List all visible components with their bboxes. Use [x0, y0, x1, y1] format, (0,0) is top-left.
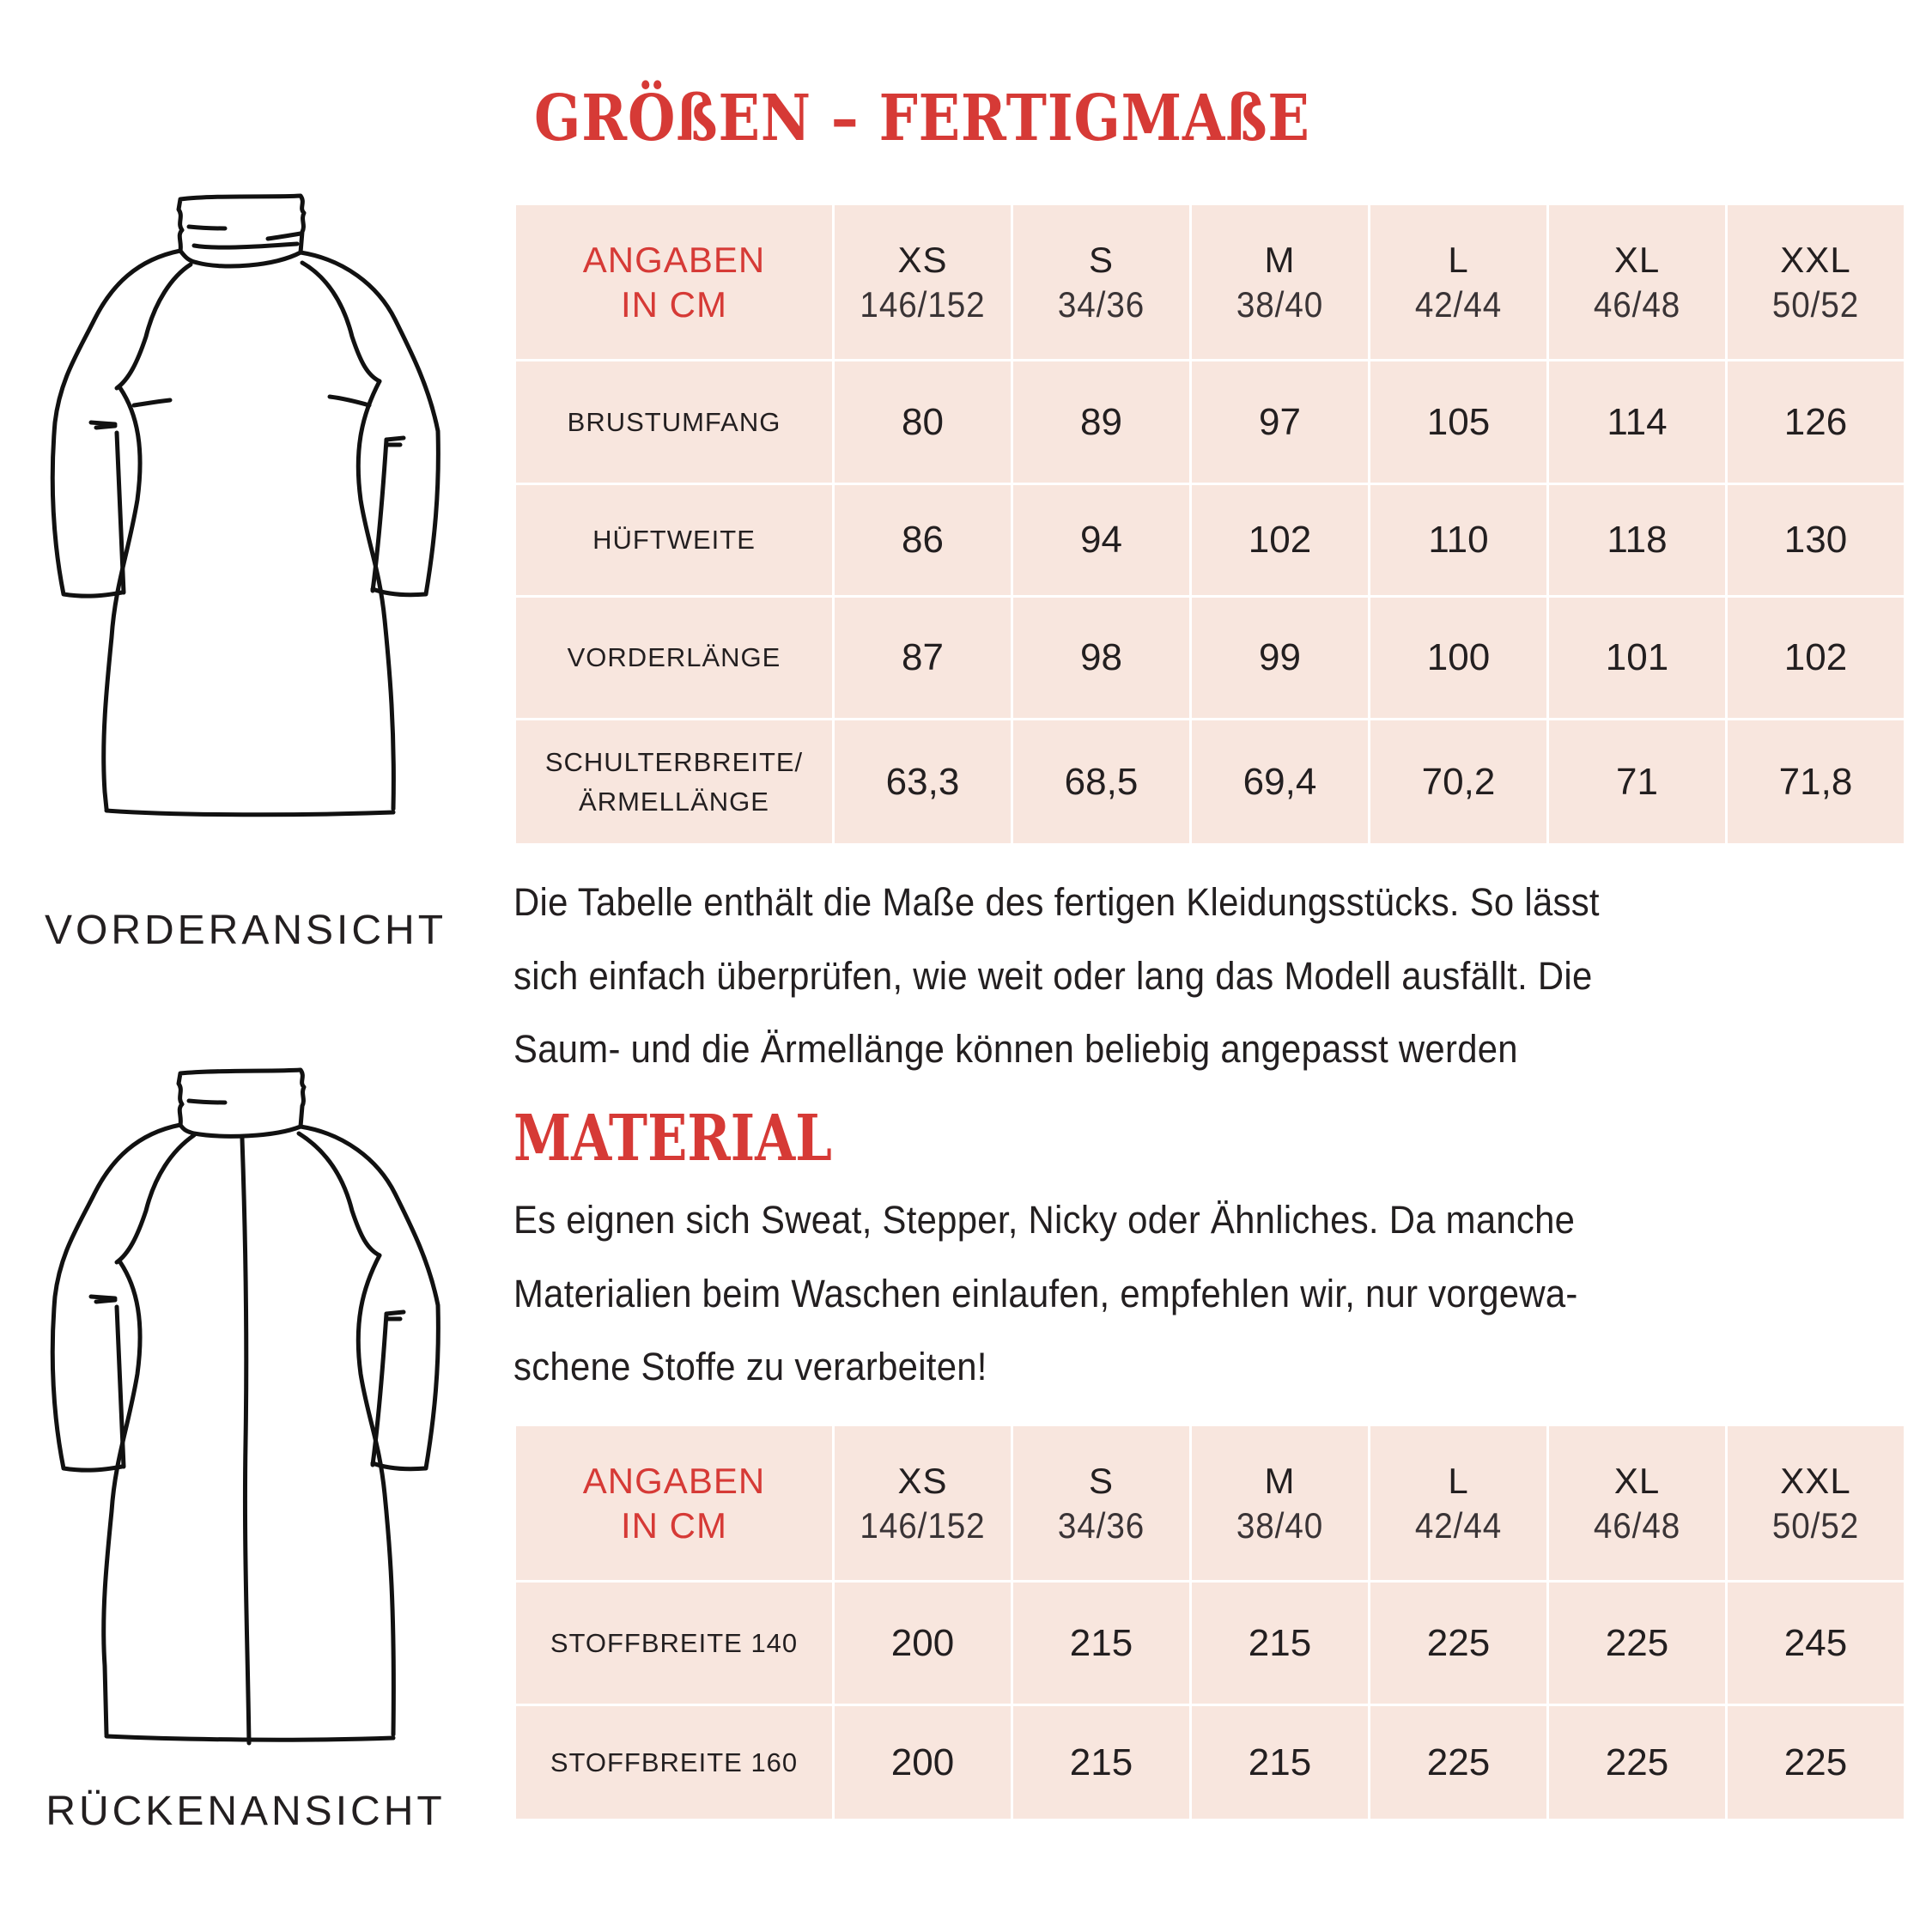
collar-fold-2: [268, 234, 301, 239]
row-label: VORDERLÄNGE: [515, 597, 834, 720]
row-label: HÜFTWEITE: [515, 484, 834, 597]
size-header-xs: XS 146/152: [834, 1425, 1012, 1582]
cell-value: 215: [1012, 1582, 1191, 1705]
right-cuff-tab: [386, 1312, 404, 1319]
row-label: SCHULTERBREITE/ ÄRMELLÄNGE: [515, 720, 834, 845]
left-cuff-tab: [91, 422, 115, 428]
cell-value: 80: [834, 361, 1012, 484]
right-raglan-seam: [299, 1133, 380, 1255]
cell-value: 68,5: [1012, 720, 1191, 845]
left-side-seam: [104, 388, 140, 809]
left-raglan-seam: [117, 264, 191, 388]
cell-value: 70,2: [1370, 720, 1548, 845]
size-header-l: L 42/44: [1370, 1425, 1548, 1582]
table-row: [515, 597, 1905, 720]
collar-outline: [179, 196, 304, 266]
center-back-seam: [242, 1139, 249, 1743]
cell-value: 215: [1191, 1705, 1370, 1820]
cell-value: 102: [1191, 484, 1370, 597]
cell-value: 225: [1370, 1705, 1548, 1820]
cell-value: 87: [834, 597, 1012, 720]
cell-value: 200: [834, 1582, 1012, 1705]
size-header-xs: XS 146/152: [834, 204, 1012, 361]
cell-value: 71,8: [1727, 720, 1905, 845]
collar-fold: [189, 1101, 225, 1103]
cell-value: 225: [1727, 1705, 1905, 1820]
left-side-seam: [104, 1262, 140, 1735]
cell-value: 63,3: [834, 720, 1012, 845]
table-header-row: [515, 1425, 1905, 1582]
front-view-label: VORDERANSICHT: [44, 908, 447, 953]
cell-value: 130: [1727, 484, 1905, 597]
cell-value: 225: [1370, 1582, 1548, 1705]
back-view-drawing-icon: [43, 1065, 455, 1777]
cell-value: 71: [1548, 720, 1727, 845]
cell-value: 225: [1548, 1705, 1727, 1820]
cell-value: 215: [1012, 1705, 1191, 1820]
right-bust-dart: [330, 397, 369, 405]
cell-value: 225: [1548, 1582, 1727, 1705]
cell-value: 245: [1727, 1582, 1905, 1705]
size-header-s: S 34/36: [1012, 204, 1191, 361]
fabric-requirements-table: [513, 1424, 1906, 1821]
table-row: [515, 720, 1905, 845]
cell-value: 114: [1548, 361, 1727, 484]
collar-fold-1: [189, 227, 225, 228]
cell-value: 98: [1012, 597, 1191, 720]
right-sleeve-inner: [373, 1314, 386, 1465]
table-row: [515, 1582, 1905, 1705]
cell-value: 105: [1370, 361, 1548, 484]
left-bust-dart: [134, 400, 170, 405]
row-label: STOFFBREITE 140: [515, 1582, 834, 1705]
size-header-m: M 38/40: [1191, 1425, 1370, 1582]
row-label: STOFFBREITE 160: [515, 1705, 834, 1820]
size-header-xl: XL 46/48: [1548, 204, 1727, 361]
size-header-xxl: XXL 50/52: [1727, 1425, 1905, 1582]
cell-value: 110: [1370, 484, 1548, 597]
right-cuff-tab: [386, 438, 404, 445]
right-side-seam: [358, 1255, 393, 1735]
cell-value: 200: [834, 1705, 1012, 1820]
hem: [106, 811, 393, 815]
cell-value: 69,4: [1191, 720, 1370, 845]
right-raglan-seam: [302, 263, 380, 381]
material-description: Es eignen sich Sweat, Stepper, Nicky oder Ähnliches. Da manche Materialien beim Waschen einlaufen, empfehlen wir, nur vorgewa- schene Stoffe zu verarbeiten!: [513, 1198, 1578, 1388]
left-raglan-seam: [117, 1135, 194, 1262]
table-header-row: [515, 204, 1905, 361]
cell-value: 100: [1370, 597, 1548, 720]
left-sleeve-inner: [117, 1307, 124, 1467]
cell-value: 118: [1548, 484, 1727, 597]
cell-value: 86: [834, 484, 1012, 597]
front-view-drawing-icon: [43, 191, 455, 895]
units-label: ANGABEN IN CM: [515, 204, 834, 361]
table-row: [515, 1705, 1905, 1820]
cell-value: 101: [1548, 597, 1727, 720]
finished-measurements-table: [513, 203, 1906, 846]
table-row: [515, 484, 1905, 597]
collar-fold-3: [194, 244, 297, 247]
cell-value: 89: [1012, 361, 1191, 484]
size-header-xl: XL 46/48: [1548, 1425, 1727, 1582]
left-sleeve-inner: [117, 433, 124, 592]
size-header-xxl: XXL 50/52: [1727, 204, 1905, 361]
cell-value: 102: [1727, 597, 1905, 720]
row-label: BRUSTUMFANG: [515, 361, 834, 484]
cell-value: 126: [1727, 361, 1905, 484]
cell-value: 97: [1191, 361, 1370, 484]
cell-value: 215: [1191, 1582, 1370, 1705]
measurements-description: Die Tabelle enthält die Maße des fertigen Kleidungsstücks. So lässt sich einfach überprüfen, wie weit oder lang das Modell ausfällt. Die Saum- und die Ärmellänge können beliebig angepasst werden: [513, 880, 1600, 1071]
right-sleeve-inner: [373, 440, 386, 591]
size-header-m: M 38/40: [1191, 204, 1370, 361]
table-row: [515, 361, 1905, 484]
material-heading: MATERIAL: [513, 1102, 832, 1176]
cell-value: 94: [1012, 484, 1191, 597]
page-title: GRÖßEN – FERTIGMAßE: [534, 82, 1310, 155]
cell-value: 99: [1191, 597, 1370, 720]
back-view-label: RÜCKENANSICHT: [46, 1789, 446, 1834]
units-label: ANGABEN IN CM: [515, 1425, 834, 1582]
size-header-l: L 42/44: [1370, 204, 1548, 361]
size-header-s: S 34/36: [1012, 1425, 1191, 1582]
left-cuff-tab: [91, 1297, 115, 1302]
